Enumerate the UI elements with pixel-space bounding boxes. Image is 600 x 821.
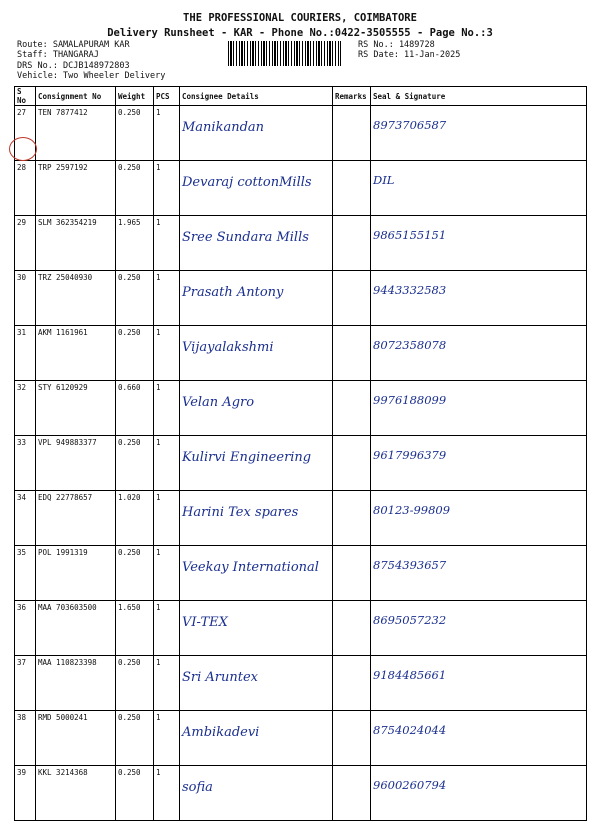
signature-cell: 8072358078: [371, 326, 587, 381]
consignment-cell: EDQ 22778657: [36, 491, 116, 546]
consignment-cell: MAA 703603500: [36, 601, 116, 656]
weight-cell: 0.250: [116, 711, 154, 766]
rs-date: RS Date: 11-Jan-2025: [358, 50, 461, 61]
weight-cell: 0.250: [116, 271, 154, 326]
signature-cell: 9865155151: [371, 216, 587, 271]
consignee-cell: Sri Aruntex: [180, 656, 333, 711]
rs-number: RS No.: 1489728: [358, 40, 435, 50]
consignment-cell: POL 1991319: [36, 546, 116, 601]
signature-cell: 9443332583: [371, 271, 587, 326]
table-row: [15, 436, 587, 491]
pcs-cell: 1: [154, 106, 180, 161]
consignment-cell: SLM 362354219: [36, 216, 116, 271]
consignee-cell: Veekay International: [180, 546, 333, 601]
pcs-cell: 1: [154, 216, 180, 271]
sno-cell: 38: [15, 711, 36, 766]
consignment-cell: MAA 110823398: [36, 656, 116, 711]
sno-cell: 34: [15, 491, 36, 546]
consignee-cell: Kulirvi Engineering: [180, 436, 333, 491]
table-row: [15, 546, 587, 601]
consignee-cell: Vijayalakshmi: [180, 326, 333, 381]
col-signature: Seal & Signature: [371, 87, 587, 106]
weight-cell: 0.250: [116, 326, 154, 381]
consignment-cell: TRP 2597192: [36, 161, 116, 216]
sno-cell: 33: [15, 436, 36, 491]
col-pcs: PCS: [154, 87, 180, 106]
consignee-cell: Ambikadevi: [180, 711, 333, 766]
consignee-cell: Prasath Antony: [180, 271, 333, 326]
remarks-cell: [333, 161, 371, 216]
signature-cell: 80123-99809: [371, 491, 587, 546]
weight-cell: 0.250: [116, 546, 154, 601]
table-row: [15, 161, 587, 216]
col-remarks: Remarks: [333, 87, 371, 106]
red-circle-mark: [9, 137, 37, 161]
pcs-cell: 1: [154, 491, 180, 546]
signature-cell: 8973706587: [371, 106, 587, 161]
consignee-cell: Sree Sundara Mills: [180, 216, 333, 271]
col-consignment: Consignment No: [36, 87, 116, 106]
consignee-cell: Manikandan: [180, 106, 333, 161]
remarks-cell: [333, 546, 371, 601]
pcs-cell: 1: [154, 381, 180, 436]
signature-cell: 9617996379: [371, 436, 587, 491]
consignee-cell: Velan Agro: [180, 381, 333, 436]
pcs-cell: 1: [154, 326, 180, 381]
remarks-cell: [333, 656, 371, 711]
signature-cell: 9976188099: [371, 381, 587, 436]
sno-cell: 37: [15, 656, 36, 711]
pcs-cell: 1: [154, 436, 180, 491]
weight-cell: 0.250: [116, 161, 154, 216]
table-row: [15, 106, 587, 161]
weight-cell: 0.250: [116, 766, 154, 821]
remarks-cell: [333, 106, 371, 161]
pcs-cell: 1: [154, 271, 180, 326]
sno-cell: 32: [15, 381, 36, 436]
runsheet-info-left: [17, 40, 165, 82]
consignment-cell: KKL 3214368: [36, 766, 116, 821]
sno-cell: 28: [15, 161, 36, 216]
barcode: [228, 41, 341, 66]
remarks-cell: [333, 766, 371, 821]
remarks-cell: [333, 381, 371, 436]
consignee-cell: sofia: [180, 766, 333, 821]
consignee-cell: VI-TEX: [180, 601, 333, 656]
consignment-cell: VPL 949883377: [36, 436, 116, 491]
consignment-cell: AKM 1161961: [36, 326, 116, 381]
route-label: Route: SAMALAPURAM KAR: [17, 40, 130, 50]
pcs-cell: 1: [154, 601, 180, 656]
table-row: [15, 601, 587, 656]
runsheet-info-right: [358, 40, 460, 61]
table-body: [15, 106, 587, 821]
remarks-cell: [333, 216, 371, 271]
col-weight: Weight: [116, 87, 154, 106]
delivery-table: [14, 86, 587, 821]
consignment-cell: STY 6120929: [36, 381, 116, 436]
pcs-cell: 1: [154, 711, 180, 766]
sno-cell: 36: [15, 601, 36, 656]
weight-cell: 0.250: [116, 106, 154, 161]
table-row: [15, 766, 587, 821]
signature-cell: 9600260794: [371, 766, 587, 821]
weight-cell: 0.660: [116, 381, 154, 436]
pcs-cell: 1: [154, 656, 180, 711]
vehicle-label: Vehicle: Two Wheeler Delivery: [17, 71, 166, 82]
consignee-cell: Devaraj cottonMills: [180, 161, 333, 216]
table-row: [15, 656, 587, 711]
remarks-cell: [333, 326, 371, 381]
consignee-cell: Harini Tex spares: [180, 491, 333, 546]
remarks-cell: [333, 436, 371, 491]
table-row: [15, 491, 587, 546]
staff-label: Staff: THANGARAJ: [17, 50, 99, 61]
weight-cell: 1.650: [116, 601, 154, 656]
remarks-cell: [333, 271, 371, 326]
consignment-cell: RMD 5000241: [36, 711, 116, 766]
consignment-cell: TEN 7877412: [36, 106, 116, 161]
col-consignee: Consignee Details: [180, 87, 333, 106]
pcs-cell: 1: [154, 766, 180, 821]
table-row: [15, 326, 587, 381]
table-row: [15, 711, 587, 766]
table-header: [15, 87, 587, 106]
signature-cell: 8695057232: [371, 601, 587, 656]
pcs-cell: 1: [154, 546, 180, 601]
weight-cell: 0.250: [116, 656, 154, 711]
sno-cell: 31: [15, 326, 36, 381]
signature-cell: DIL: [371, 161, 587, 216]
consignment-cell: TRZ 25040930: [36, 271, 116, 326]
drs-label: DRS No.: DCJB148972803: [17, 60, 130, 71]
table-row: [15, 216, 587, 271]
sno-cell: 39: [15, 766, 36, 821]
signature-cell: 8754024044: [371, 711, 587, 766]
table-row: [15, 271, 587, 326]
signature-cell: 9184485661: [371, 656, 587, 711]
sno-cell: 30: [15, 271, 36, 326]
col-sno: S No: [15, 87, 36, 106]
weight-cell: 1.020: [116, 491, 154, 546]
sno-cell: 27: [15, 106, 36, 161]
runsheet-subtitle: Delivery Runsheet - KAR - Phone No.:0422-3505555 - Page No.:3: [107, 27, 493, 39]
weight-cell: 1.965: [116, 216, 154, 271]
pcs-cell: 1: [154, 161, 180, 216]
signature-cell: 8754393657: [371, 546, 587, 601]
table-row: [15, 381, 587, 436]
sno-cell: 29: [15, 216, 36, 271]
remarks-cell: [333, 601, 371, 656]
remarks-cell: [333, 711, 371, 766]
company-title: THE PROFESSIONAL COURIERS, COIMBATORE: [183, 12, 417, 24]
weight-cell: 0.250: [116, 436, 154, 491]
remarks-cell: [333, 491, 371, 546]
sno-cell: 35: [15, 546, 36, 601]
